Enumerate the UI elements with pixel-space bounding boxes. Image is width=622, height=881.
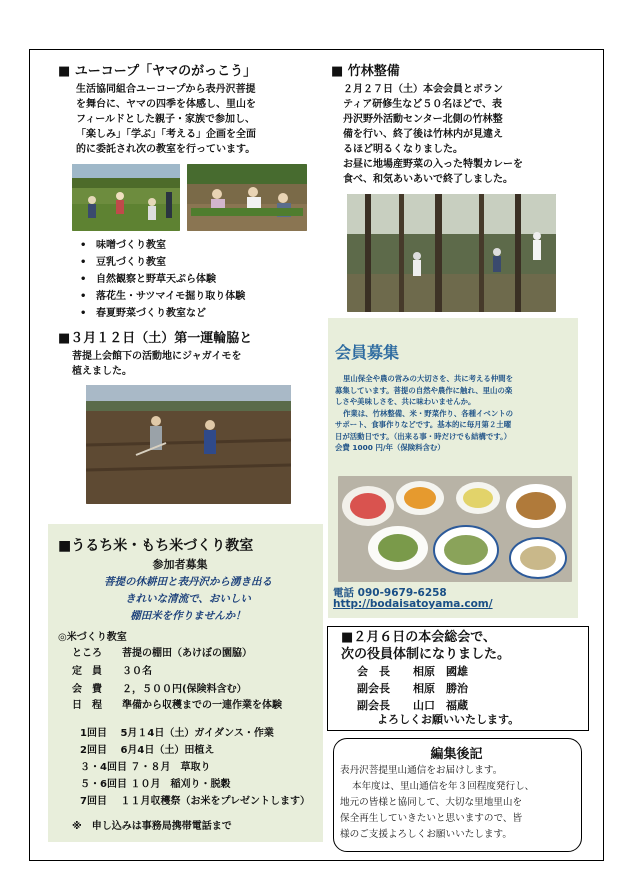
potato-planting-heading: ■３月１２日（土）第一運輪脇と bbox=[58, 331, 253, 346]
schedule-item: ３・4回目 ７・８月 草取り bbox=[80, 762, 211, 773]
officers-closing: よろしくお願いいたします。 bbox=[377, 713, 520, 726]
food-dishes-photo bbox=[338, 476, 572, 582]
schedule-item: 2回目 6月4日（土）田植え bbox=[80, 745, 215, 756]
yamanogakkou-body: 生活協同組合ユーコープから表丹沢菩提 を舞台に、ヤマの四季を体感し、里山を フィールドとした親子・家族で参加し、 「楽しみ」「学ぶ」「考える」企画を全面 的に委託され次の教室を行っています。 bbox=[76, 84, 256, 155]
chikurin-heading: ■ 竹林整備 bbox=[331, 64, 400, 79]
yamanogakkou-heading: ■ ユーコープ「ヤマのがっこう」 bbox=[58, 64, 257, 79]
schedule-item: ５・6回目 １０月 稲刈り・脱穀 bbox=[80, 779, 231, 790]
chikurin-body: ２月２７日（土）本会会員とボラン ティア研修生など５０名ほどで、表 丹沢野外活動センター北側の竹林整 備を行い、終了後は竹林内が見違え るほど明るくなりました。 お昼に地場産野菜の入った特製カレーを 食べ、和気あいあいで終了しました。 bbox=[343, 84, 523, 185]
potato-planting-body: 菩提上会館下の活動地にジャガイモを 植えました。 bbox=[72, 351, 242, 377]
website-link[interactable]: http://bodaisatoyama.com/ bbox=[333, 598, 493, 610]
phone-number: 電話 090-9679-6258 bbox=[333, 587, 447, 599]
detail-row: ところ 菩提の棚田（あけぼの園脇） bbox=[72, 648, 252, 659]
editor-note-title: 編集後記 bbox=[430, 747, 483, 762]
class-list bbox=[80, 237, 245, 322]
list-item: • 落花生・サツマイモ掘り取り体験 bbox=[80, 288, 245, 305]
officer-row: 会 長 相原 國雄 bbox=[357, 665, 468, 678]
rice-class-catchphrase: 菩提の休耕田と表丹沢から湧き出る きれいな清流で、おいしい 棚田米を作りませんか！ bbox=[104, 576, 272, 622]
field-work-photo-1 bbox=[72, 164, 180, 231]
potato-planting-photo bbox=[86, 385, 291, 504]
membership-body: 里山保全や農の営みの大切さを、共に考える仲間を 募集しています。菩提の自然や農作に触れ、里山の楽 しさや美味しさを、共に味わいませんか。 作業は、竹林整備、米・野菜作り、各種イベントの サポート、食事作りなどです。基本的に毎月第２土曜 日が活動日です。（出来る事・時だけでも結構です。） 会費 1000 円/年（保険料含む） bbox=[335, 374, 513, 452]
list-item: • 味噌づくり教室 bbox=[80, 237, 245, 254]
editor-note-body: 表丹沢菩提里山通信をお届けします。 本年度は、里山通信を年３回程度発行し、 地元の皆様と協同して、大切な里地里山を 保全再生していきたいと思いますので、皆 様のご支援よろしくお願いいたします。 bbox=[340, 765, 535, 840]
schedule-item: 1回目 5月１4日（土）ガイダンス・作業 bbox=[80, 728, 274, 739]
rice-class-sub: 参加者募集 bbox=[152, 558, 208, 571]
schedule-item: 7回目 １１月収穫祭（お米をプレゼントします） bbox=[80, 796, 311, 807]
list-item: • 自然観察と野草天ぷら体験 bbox=[80, 271, 245, 288]
bamboo-forest-photo bbox=[347, 194, 556, 312]
rice-class-heading: ■うるち米・もち米づくり教室 bbox=[58, 538, 254, 554]
field-work-photo-2 bbox=[187, 164, 307, 231]
membership-title: 会員募集 bbox=[335, 343, 400, 362]
list-item: • 春夏野菜づくり教室など bbox=[80, 305, 245, 322]
detail-row: 日 程 準備から収穫までの一連作業を体験 bbox=[72, 700, 282, 711]
detail-row: 会 費 ２，５００円(保険料含む） bbox=[72, 684, 247, 695]
detail-row: 定 員 ３０名 bbox=[72, 666, 152, 677]
rice-class-title: ◎米づくり教室 bbox=[58, 632, 127, 643]
officer-row: 副会長 山口 福蔵 bbox=[357, 699, 468, 712]
application-note: ※ 申し込みは事務局携帯電話まで bbox=[72, 821, 232, 832]
officers-heading: ■２月６日の本会総会で、 次の役員体制になりました。 bbox=[341, 630, 511, 662]
officer-row: 副会長 相原 勝治 bbox=[357, 682, 468, 695]
list-item: • 豆乳づくり教室 bbox=[80, 254, 245, 271]
